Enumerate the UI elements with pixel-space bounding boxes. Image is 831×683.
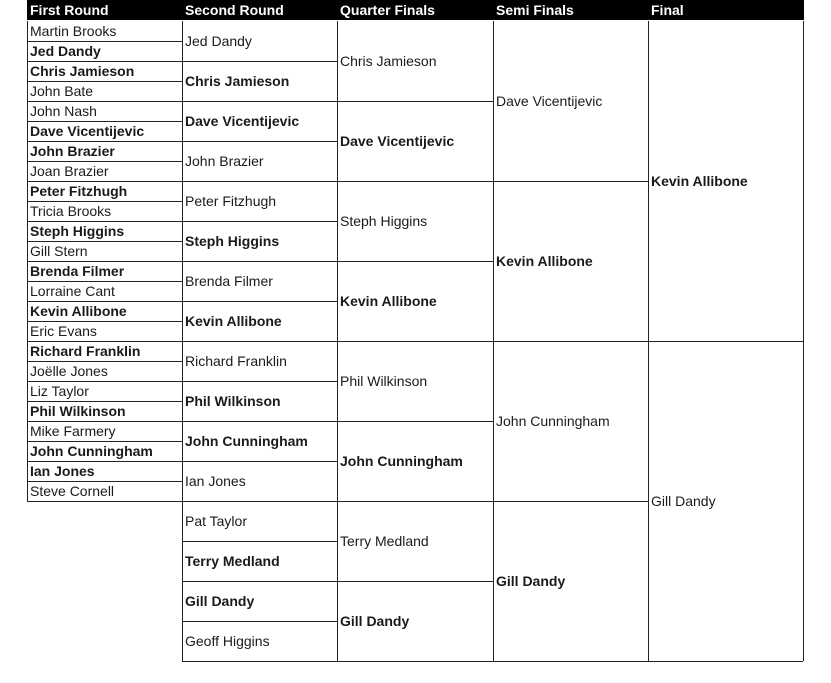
row-divider: [27, 61, 182, 62]
player-cell: Gill Dandy: [340, 613, 410, 629]
player-cell: Ian Jones: [30, 463, 95, 479]
row-divider: [182, 301, 337, 302]
row-divider: [337, 181, 493, 182]
header-quarter-finals: Quarter Finals: [337, 0, 493, 20]
player-cell: Chris Jamieson: [340, 53, 437, 69]
player-cell: John Cunningham: [496, 413, 610, 429]
row-divider: [27, 141, 182, 142]
header-second-round: Second Round: [182, 0, 337, 20]
player-cell: Phil Wilkinson: [340, 373, 428, 389]
row-divider: [27, 341, 182, 342]
player-cell: Kevin Allibone: [496, 253, 593, 269]
row-divider: [27, 321, 182, 322]
row-divider: [27, 101, 182, 102]
player-cell: Dave Vicentijevic: [185, 113, 300, 129]
player-cell: Joan Brazier: [30, 163, 109, 179]
row-divider: [27, 361, 182, 362]
row-divider: [182, 381, 337, 382]
player-cell: Mike Farmery: [30, 423, 116, 439]
row-divider: [337, 661, 493, 662]
player-cell: John Brazier: [185, 153, 264, 169]
player-cell: Liz Taylor: [30, 383, 89, 399]
row-divider: [27, 421, 182, 422]
column-border: [803, 21, 804, 661]
row-divider: [182, 501, 337, 502]
row-divider: [182, 461, 337, 462]
player-cell: Kevin Allibone: [30, 303, 127, 319]
player-cell: Lorraine Cant: [30, 283, 115, 299]
player-cell: Steph Higgins: [30, 223, 125, 239]
header-first-round: First Round: [27, 0, 182, 20]
player-cell: Tricia Brooks: [30, 203, 112, 219]
row-divider: [27, 301, 182, 302]
player-cell: Pat Taylor: [185, 513, 247, 529]
header-semi-finals: Semi Finals: [493, 0, 648, 20]
player-cell: Terry Medland: [340, 533, 429, 549]
player-cell: Kevin Allibone: [340, 293, 437, 309]
player-cell: Steph Higgins: [340, 213, 428, 229]
player-cell: Kevin Allibone: [185, 313, 282, 329]
row-divider: [27, 281, 182, 282]
player-cell: Richard Franklin: [185, 353, 287, 369]
row-divider: [493, 341, 648, 342]
player-cell: Phil Wilkinson: [30, 403, 126, 419]
row-divider: [27, 181, 182, 182]
player-cell: Gill Stern: [30, 243, 88, 259]
player-cell: Eric Evans: [30, 323, 97, 339]
row-divider: [27, 221, 182, 222]
player-cell: Chris Jamieson: [30, 63, 135, 79]
row-divider: [27, 481, 182, 482]
player-cell: Dave Vicentijevic: [496, 93, 603, 109]
player-cell: Ian Jones: [185, 473, 246, 489]
row-divider: [337, 581, 493, 582]
row-divider: [493, 661, 648, 662]
player-cell: John Bate: [30, 83, 94, 99]
row-divider: [182, 221, 337, 222]
row-divider: [27, 121, 182, 122]
row-divider: [337, 101, 493, 102]
row-divider: [27, 441, 182, 442]
player-cell: Dave Vicentijevic: [340, 133, 455, 149]
row-divider: [182, 101, 337, 102]
player-cell: Geoff Higgins: [185, 633, 270, 649]
row-divider: [27, 261, 182, 262]
player-cell: Steve Cornell: [30, 483, 115, 499]
player-cell: Terry Medland: [185, 553, 280, 569]
player-cell: Steph Higgins: [185, 233, 280, 249]
player-cell: Dave Vicentijevic: [30, 123, 145, 139]
player-cell: Gill Dandy: [496, 573, 566, 589]
player-cell: Jed Dandy: [185, 33, 252, 49]
row-divider: [27, 81, 182, 82]
row-divider: [337, 261, 493, 262]
row-divider: [337, 421, 493, 422]
player-cell: John Cunningham: [30, 443, 153, 459]
row-divider: [182, 141, 337, 142]
row-divider: [337, 341, 493, 342]
player-cell: John Cunningham: [340, 453, 463, 469]
row-divider: [27, 461, 182, 462]
player-cell: Brenda Filmer: [30, 263, 125, 279]
player-cell: Peter Fitzhugh: [185, 193, 277, 209]
header-final: Final: [648, 0, 804, 20]
row-divider: [337, 501, 493, 502]
row-divider: [648, 661, 803, 662]
player-cell: John Cunningham: [185, 433, 308, 449]
player-cell: Richard Franklin: [30, 343, 141, 359]
row-divider: [182, 181, 337, 182]
row-divider: [27, 241, 182, 242]
row-divider: [648, 341, 803, 342]
row-divider: [27, 161, 182, 162]
row-divider: [182, 541, 337, 542]
player-cell: John Nash: [30, 103, 97, 119]
row-divider: [182, 661, 337, 662]
row-divider: [182, 61, 337, 62]
player-cell: Gill Dandy: [185, 593, 255, 609]
player-cell: John Brazier: [30, 143, 115, 159]
row-divider: [182, 261, 337, 262]
row-divider: [182, 581, 337, 582]
row-divider: [27, 41, 182, 42]
player-cell: Joëlle Jones: [30, 363, 108, 379]
player-cell: Chris Jamieson: [185, 73, 290, 89]
player-cell: Kevin Allibone: [651, 173, 748, 189]
row-divider: [182, 621, 337, 622]
row-divider: [27, 501, 182, 502]
row-divider: [182, 341, 337, 342]
row-divider: [493, 181, 648, 182]
row-divider: [493, 501, 648, 502]
player-cell: Jed Dandy: [30, 43, 101, 59]
row-divider: [27, 201, 182, 202]
player-cell: Brenda Filmer: [185, 273, 273, 289]
player-cell: Gill Dandy: [651, 493, 716, 509]
row-divider: [182, 421, 337, 422]
player-cell: Phil Wilkinson: [185, 393, 281, 409]
player-cell: Peter Fitzhugh: [30, 183, 128, 199]
row-divider: [27, 401, 182, 402]
row-divider: [27, 381, 182, 382]
player-cell: Martin Brooks: [30, 23, 117, 39]
